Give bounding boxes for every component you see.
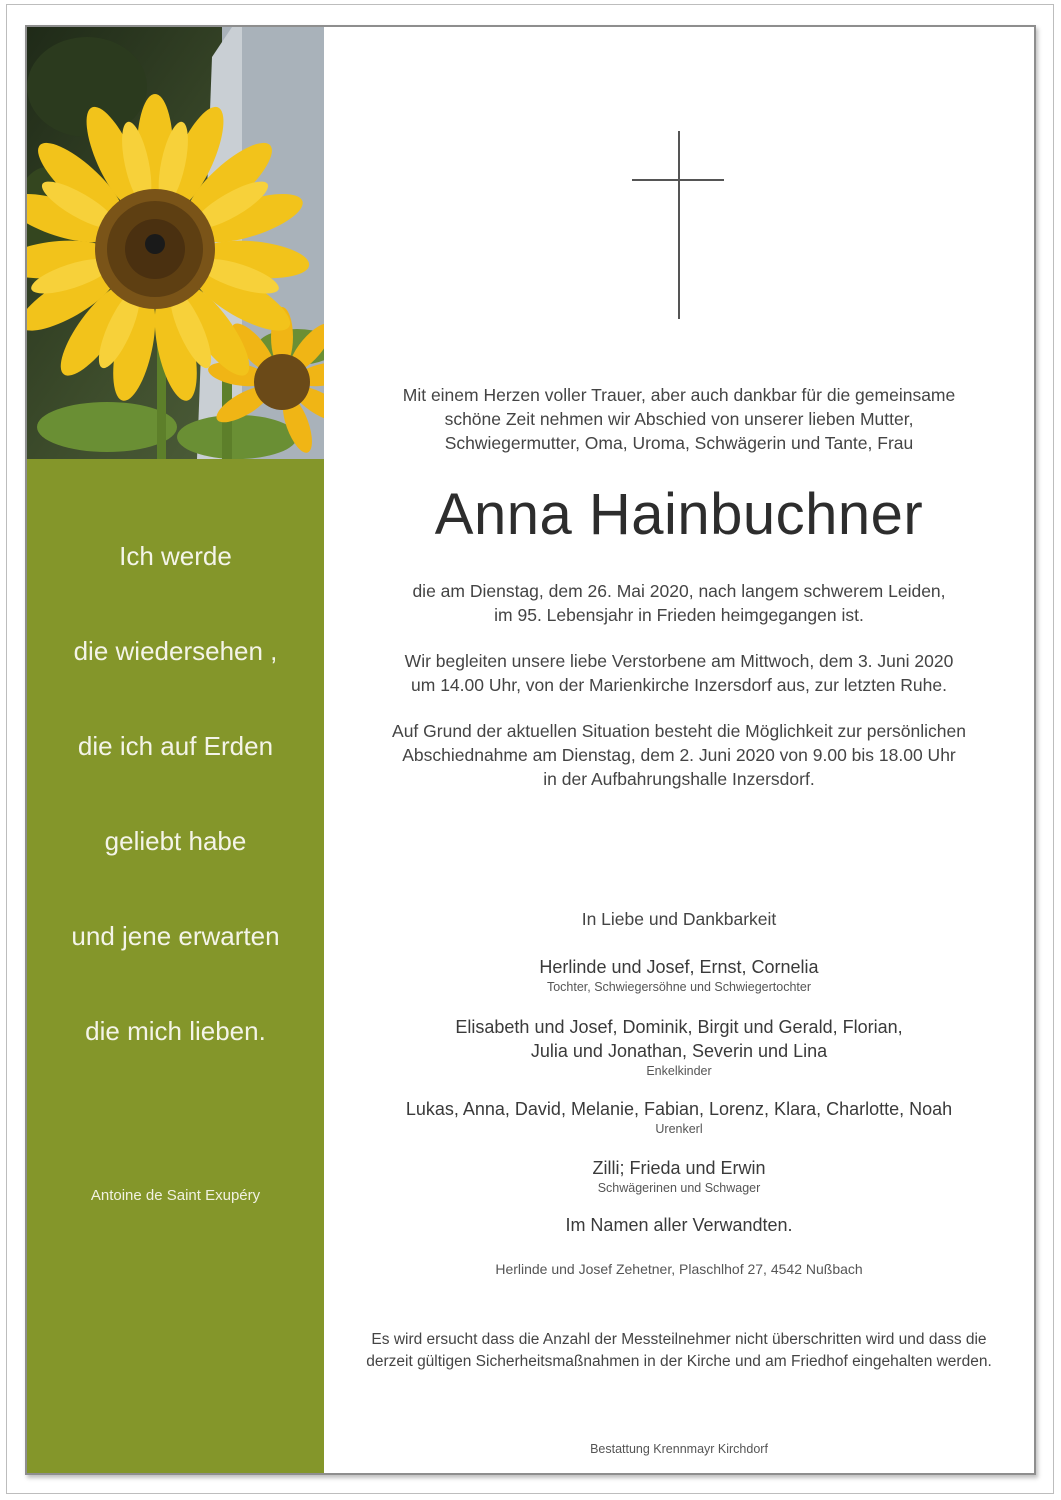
- mourner-group: Zilli; Frieda und Erwin Schwägerinen und Schwager: [592, 1158, 766, 1195]
- death-notice: die am Dienstag, dem 26. Mai 2020, nach langem schwerem Leiden, im 95. Lebensjahr in Frieden heimgegangen ist.: [412, 581, 946, 625]
- obituary-card: [25, 25, 1036, 1475]
- undertaker: Bestattung Krennmayr Kirchdorf: [590, 1442, 768, 1456]
- sunflower-image: [27, 27, 324, 459]
- mourners-heading: In Liebe und Dankbarkeit: [581, 909, 777, 929]
- intro-text: Mit einem Herzen voller Trauer, aber auch dankbar für die gemeinsame schöne Zeit nehmen wir Abschied von unserer lieben Mutter, Schwiegermutter, Oma, Uroma, Schwägerin und Tante, Frau: [402, 385, 956, 453]
- poem-line: die mich lieben.: [85, 1016, 266, 1046]
- farewell-notice: Auf Grund der aktuellen Situation besteht die Möglichkeit zur persönlichen Abschiednahme am Dienstag, dem 2. Juni 2020 von 9.00 bis 18.00 Uhr in der Aufbahrungshalle Inzersdorf.: [392, 721, 966, 789]
- contact-address: Herlinde und Josef Zehetner, Plaschlhof 27, 4542 Nußbach: [495, 1261, 863, 1277]
- poem-author: Antoine de Saint Exupéry: [90, 1187, 261, 1204]
- funeral-notice: Wir begleiten unsere liebe Verstorbene am Mittwoch, dem 3. Juni 2020 um 14.00 Uhr, von der Marienkirche Inzersdorf aus, zur letzten Ruhe.: [404, 651, 954, 695]
- deceased-name: Anna Hainbuchner: [434, 482, 924, 547]
- safety-notice: Es wird ersucht dass die Anzahl der Messteilnehmer nicht überschritten wird und dass die derzeit gültigen Sicherheitsmaßnahmen in der Kirche und am Friedhof eingehalten werden.: [366, 1331, 992, 1370]
- poem-line: und jene erwarten: [71, 921, 280, 951]
- relatives-line: Im Namen aller Verwandten.: [565, 1215, 793, 1235]
- mourner-group: Elisabeth und Josef, Dominik, Birgit und Gerald, Florian, Julia und Jonathan, Severin und Lina Enkelkinder: [455, 1017, 903, 1078]
- poem-line: die wiedersehen ,: [73, 636, 278, 666]
- poem-line: die ich auf Erden: [77, 731, 274, 761]
- left-column: [27, 27, 324, 1473]
- cross-icon-bar: [632, 179, 724, 181]
- poem-line: Ich werde: [119, 541, 232, 571]
- poem-line: geliebt habe: [104, 826, 247, 856]
- mourner-group: Herlinde und Josef, Ernst, Cornelia Tochter, Schwiegersöhne und Schwiegertochter: [539, 957, 819, 994]
- obituary-text: [324, 27, 1034, 1473]
- sunflower-photo: [27, 27, 324, 459]
- poem-panel: [27, 459, 324, 1473]
- cross-icon: [678, 131, 680, 319]
- mourner-group: Lukas, Anna, David, Melanie, Fabian, Lorenz, Klara, Charlotte, Noah Urenkerl: [405, 1099, 953, 1136]
